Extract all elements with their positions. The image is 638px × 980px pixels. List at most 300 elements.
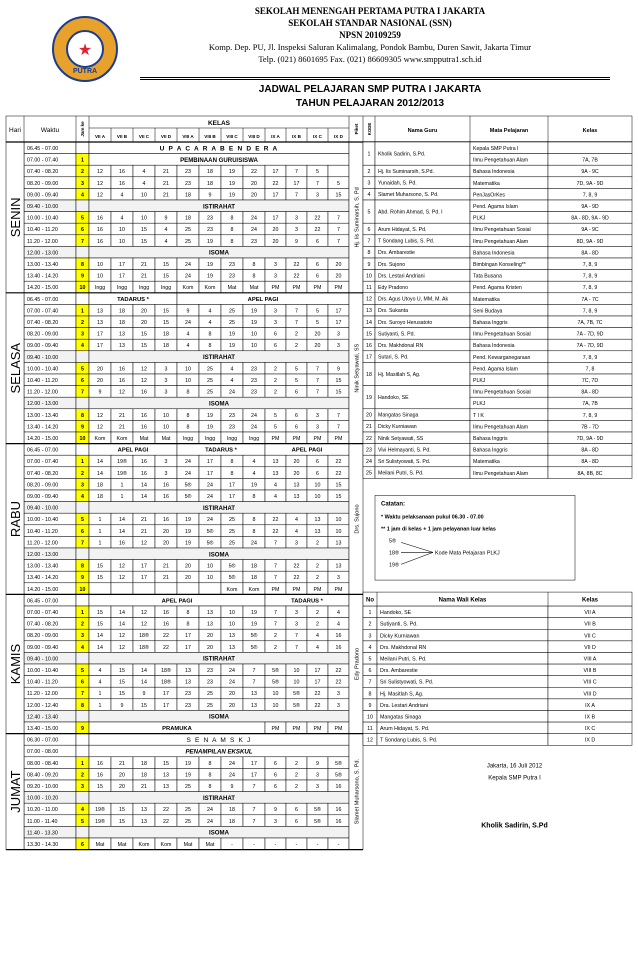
span-isoma: ISOMA	[209, 829, 229, 837]
school-npsn: NPSN 20109259	[339, 30, 401, 40]
class-value: 15	[141, 331, 147, 338]
class-value: 10	[229, 610, 235, 616]
class-value: PM	[334, 586, 343, 593]
guru-kelas-8: 8A - 8D	[581, 250, 599, 257]
class-value: 16	[97, 772, 103, 779]
class-value: 18	[141, 772, 147, 779]
seg-tadarus-: TADARUS *	[205, 447, 237, 454]
wali-header-no: No	[366, 597, 374, 604]
sign-place-date: Jakarta, 16 Juli 2012	[486, 763, 543, 770]
class-value: 13	[207, 610, 213, 616]
class-value: 5®	[228, 563, 236, 570]
jam-ke: 2	[81, 169, 84, 176]
guru-mapel-25: Ilmu Pengetahuan Alam	[473, 470, 529, 477]
class-value: 19	[229, 343, 235, 350]
class-value: 9	[316, 760, 319, 767]
jam-ke: 1	[81, 157, 84, 164]
class-value: 24	[229, 389, 235, 396]
header-class-0: VII A	[94, 134, 106, 139]
class-value: 17	[272, 192, 279, 199]
guru-kelas-13: 7, 8, 9	[582, 308, 598, 315]
class-value: 3	[337, 691, 340, 698]
class-value: 7	[316, 378, 319, 384]
class-value: Mat	[95, 842, 105, 848]
guru-mapel-19: Ilmu Pengetahuan Sosial	[473, 389, 531, 396]
guru-kelas-7: 8D, 9A - 9D	[576, 238, 604, 245]
class-value: 7	[252, 818, 256, 825]
class-value: 16	[141, 424, 147, 431]
class-value: 5®	[184, 482, 192, 489]
guru-mapel-18: Pend. Agama Islam	[473, 366, 518, 373]
class-cell	[177, 583, 199, 595]
class-value: 7	[274, 575, 277, 582]
class-value: 15	[141, 702, 147, 709]
class-value: 16	[335, 644, 342, 651]
class-value: 23	[229, 412, 235, 419]
guru-kelas-11: 7, 8, 9	[582, 285, 598, 292]
class-value: 10	[335, 528, 342, 535]
class-value: 25	[185, 238, 191, 245]
class-value: 19®	[95, 807, 105, 814]
class-value: 19	[207, 262, 213, 268]
wali-kelas-10: IX B	[584, 714, 596, 721]
class-value: 20	[207, 644, 213, 651]
seg-apel-pagi: APEL PAGI	[247, 296, 279, 303]
class-value: 24	[185, 320, 191, 326]
span-isoma: ISOMA	[209, 400, 229, 408]
class-value: 20	[272, 238, 279, 245]
school-logo: ★ PUTRA	[52, 16, 118, 82]
class-value: 19®	[117, 470, 127, 477]
class-value: 20	[251, 192, 257, 199]
class-value: 3	[337, 331, 340, 338]
class-value: 21	[141, 262, 147, 268]
class-value: 18	[97, 482, 103, 489]
time-kamis-10: 12.40 - 13.40	[27, 714, 59, 721]
class-value: 13	[141, 818, 147, 825]
time-kamis-11: 13.40 - 15.00	[27, 726, 59, 732]
class-value: 23	[207, 679, 213, 686]
class-value: 4	[295, 517, 298, 524]
class-value: 4	[164, 238, 168, 245]
span-istirahat: ISTIRAHAT	[202, 203, 236, 211]
wali-nama-1: Handoko, SE	[380, 610, 412, 617]
span-istirahat: ISTIRAHAT	[202, 655, 236, 663]
class-value: 2	[274, 633, 277, 640]
jam-ke: 7	[81, 691, 84, 698]
seg-tadarus-: TADARUS *	[291, 598, 323, 605]
guru-mapel2-5: PLKJ	[473, 215, 486, 222]
class-value: 3	[274, 308, 277, 315]
class-value: 5	[274, 424, 277, 431]
guru-mapel2-18: PLKJ	[473, 378, 486, 384]
class-value: 6	[295, 818, 298, 825]
class-value: 16	[141, 470, 147, 477]
span-istirahat: ISTIRAHAT	[202, 354, 236, 362]
class-value: 25	[207, 389, 213, 396]
guru-mapel2-19: PLKJ	[473, 401, 486, 408]
class-value: 22	[163, 633, 169, 640]
class-value: 22	[163, 644, 169, 651]
jam-ke: 7	[81, 540, 84, 547]
class-value: PM	[292, 586, 301, 593]
class-value: 19®	[95, 818, 105, 825]
guru-kode-2: 2	[367, 169, 371, 175]
class-value: 10	[141, 215, 147, 222]
time-selasa-11: 13.40 - 14.20	[27, 424, 59, 431]
class-value: 25	[185, 227, 191, 234]
class-value: -	[316, 842, 319, 848]
class-value: 14	[141, 494, 147, 500]
class-value: 18	[119, 320, 125, 326]
class-value: 3	[316, 772, 319, 779]
class-value: PM	[313, 285, 322, 292]
class-value: 17	[141, 563, 147, 570]
guru-nama-6: Arum Hidayat, S. Pd.	[378, 227, 427, 233]
class-value: 10	[141, 192, 147, 199]
class-value: 18	[185, 215, 191, 222]
header-class-2: VII C	[138, 134, 150, 139]
time-rabu-11: 13.40 - 14.20	[27, 575, 59, 582]
class-value: 15	[335, 494, 342, 500]
class-value: 5®	[293, 702, 300, 709]
class-value: 3	[274, 818, 277, 825]
class-value: 13	[251, 702, 257, 709]
class-value: 19	[229, 331, 235, 338]
jam-ke: 2	[81, 621, 84, 628]
class-value: 5®	[250, 633, 258, 640]
class-value: 23	[207, 215, 213, 222]
class-value: 15	[163, 760, 169, 767]
class-value: -	[253, 842, 255, 848]
time-rabu-12: 14.20 - 15.00	[27, 586, 59, 593]
wali-kelas-6: VIII B	[583, 668, 597, 675]
class-value: Kom	[160, 842, 172, 848]
header-class-9: IX B	[292, 134, 301, 139]
class-value: 17	[163, 691, 169, 698]
class-value: 3	[337, 575, 340, 582]
class-value: 22	[163, 807, 169, 814]
wali-kelas-3: VII C	[584, 633, 596, 640]
guru-kelas-25: 8A, 8B, 8C	[577, 470, 603, 477]
class-value: 23	[185, 702, 191, 709]
class-value: 3	[316, 424, 319, 431]
guru-kode-16: 16	[366, 343, 372, 349]
class-value: 10	[163, 412, 169, 419]
class-value: 12	[119, 389, 125, 396]
class-value: 9	[120, 702, 124, 709]
class-value: Ingg	[94, 285, 106, 292]
class-value: 15	[335, 192, 342, 199]
jam-ke: 4	[81, 343, 84, 350]
class-value: 24	[229, 760, 235, 767]
class-value: 10	[163, 424, 169, 431]
guru-mapel-1: Kepala SMP Putra I	[473, 146, 519, 152]
jam-ke: 2	[81, 320, 84, 326]
guru-kelas-5: 9A - 9D	[581, 204, 599, 210]
jam-ke: 9	[81, 424, 84, 431]
time-selasa-4: 09.00 - 09.40	[27, 343, 59, 350]
guru-mapel-10: Tata Busana	[473, 273, 502, 280]
class-value: 4	[208, 320, 212, 326]
jam-ke: 4	[81, 494, 84, 500]
header-kode: KODE	[367, 122, 372, 136]
class-value: 14	[97, 470, 103, 477]
class-value: 24	[207, 807, 213, 814]
seg-apel-pagi: APEL PAGI	[291, 447, 323, 454]
class-value: 24	[251, 215, 257, 222]
class-value: 4	[316, 633, 319, 640]
guru-kelas-12: 7A - 7C	[581, 296, 599, 303]
class-value: 4	[337, 621, 340, 628]
guru-kode-20: 20	[366, 412, 372, 419]
guru-nama-10: Drs. Lestari Andriani	[378, 273, 425, 280]
class-value: 15	[335, 482, 342, 489]
class-value: 5®	[184, 494, 192, 500]
class-value: 5®	[206, 528, 214, 535]
class-value: 24	[251, 227, 257, 234]
class-value: 4	[142, 169, 146, 176]
class-value: 25	[185, 784, 191, 790]
class-value: 3	[274, 273, 277, 280]
class-value: 16	[335, 784, 342, 790]
class-value: -	[274, 842, 277, 848]
class-value: 25	[185, 818, 191, 825]
guru-kelas2-1: 7A, 7B	[582, 157, 598, 164]
time-rabu-5: 09.40 - 10.00	[27, 505, 59, 512]
class-value: 16	[141, 389, 147, 396]
class-value: 16	[163, 610, 169, 616]
class-value: 7	[337, 238, 340, 245]
wali-no: 12	[367, 737, 373, 744]
class-value: 3	[164, 378, 168, 384]
class-value: 24	[185, 459, 191, 466]
class-value: 8	[186, 412, 190, 419]
class-value: 16	[335, 807, 342, 814]
class-value: 13	[119, 331, 125, 338]
guru-mapel-9: Bimbingan Konseling**	[473, 262, 526, 268]
class-value: 6	[295, 389, 298, 396]
class-value: 7	[252, 679, 256, 686]
class-value: Kom	[116, 436, 128, 442]
piket-selasa: Ninik Setyawati, SS	[354, 343, 361, 393]
guru-nama-23: Vivi Helmayanti, S. Pd.	[378, 447, 431, 454]
class-value: 17	[272, 215, 279, 222]
wali-no: 11	[367, 726, 373, 733]
class-value: 8	[208, 784, 212, 790]
jam-cell	[76, 200, 89, 212]
class-value: 2	[295, 784, 298, 790]
class-value: 4	[98, 679, 102, 686]
day-selasa: SELASA	[8, 342, 23, 394]
class-value: 17	[251, 760, 257, 767]
class-value: 20	[251, 180, 257, 187]
class-value: 13	[185, 679, 191, 686]
guru-kode-24: 24	[366, 459, 372, 465]
class-value: 8	[252, 528, 256, 535]
class-value: Mat	[161, 436, 171, 442]
class-value: 3	[274, 320, 277, 326]
time-jumat-5: 10.00 - 10.20	[27, 795, 59, 802]
class-value: 9	[274, 807, 277, 814]
jam-ke: 6	[81, 528, 84, 535]
jam-ke: 3	[81, 482, 84, 489]
class-value: 16	[163, 621, 169, 628]
class-value: 10	[229, 621, 235, 628]
class-value: 17	[229, 494, 235, 500]
time-senin-0: 06.45 - 07.00	[27, 146, 59, 152]
guru-nama-9: Drs. Sujono	[378, 261, 406, 268]
wali-kelas-11: IX C	[584, 726, 596, 733]
class-value: 13	[293, 494, 300, 500]
class-value: 14	[97, 644, 103, 651]
catatan-ex3: 19®	[389, 562, 399, 569]
class-value: 25	[229, 320, 235, 326]
class-value: 22	[272, 517, 279, 524]
class-cell	[89, 583, 111, 595]
catatan-ex1: 5®	[389, 538, 396, 545]
span-s-e-n-a-m-s-k-j: S E N A M S K J	[186, 736, 252, 744]
guru-mapel-13: Seni Budaya	[473, 308, 503, 315]
time-rabu-2: 07.40 - 08.20	[27, 470, 59, 477]
class-value: 7	[337, 227, 340, 234]
class-value: 13	[229, 644, 235, 651]
class-value: 13	[141, 807, 147, 814]
class-value: 4	[186, 343, 190, 350]
class-value: 10	[207, 563, 213, 570]
time-kamis-4: 09.00 - 09.40	[27, 644, 59, 651]
class-value: 2	[316, 610, 319, 616]
class-value: 19	[251, 308, 257, 315]
class-value: 20	[293, 470, 300, 477]
class-value: 5®	[335, 760, 342, 767]
class-value: 7	[295, 308, 298, 315]
guru-nama-18: Hj. Masitlah S, Ag.	[378, 372, 421, 378]
time-rabu-10: 13.00 - 13.40	[27, 563, 59, 570]
class-value: 15	[141, 227, 147, 234]
jam-ke: 4	[81, 192, 84, 199]
guru-kelas-2: 9A - 9C	[581, 169, 599, 176]
jam-ke: 9	[81, 575, 84, 582]
guru-nama-4: Slamet Muharsono, S. Pd.	[378, 192, 439, 199]
class-value: 8	[208, 343, 212, 350]
class-value: 7	[295, 320, 298, 326]
class-value: 10	[251, 343, 257, 350]
class-value: 3	[295, 621, 298, 628]
jam-ke: 2	[81, 772, 84, 779]
time-senin-1: 07.00 - 07.40	[27, 157, 59, 164]
jam-ke: 8	[81, 262, 84, 268]
class-value: 15	[97, 610, 103, 616]
class-value: 22	[272, 528, 279, 535]
guru-nama-11: Edy Pradono	[378, 285, 408, 291]
class-value: 5®	[335, 772, 342, 779]
class-value: 6	[316, 273, 319, 280]
wali-nama-6: Drs. Ambarestie	[380, 668, 418, 675]
time-senin-7: 10.40 - 11.20	[27, 227, 58, 234]
class-value: 22	[272, 180, 279, 187]
class-value: 8	[230, 227, 234, 234]
class-value: 13	[293, 482, 300, 489]
class-value: 23	[207, 227, 213, 234]
guru-mapel-11: Pend. Agama Kristen	[473, 285, 522, 292]
class-value: 12	[97, 192, 103, 199]
header-class-1: VII B	[116, 134, 128, 139]
class-value: 20	[141, 320, 147, 326]
class-value: 16	[335, 818, 342, 825]
guru-kode-13: 13	[366, 308, 372, 315]
class-value: 15	[335, 389, 342, 396]
class-value: 21	[163, 180, 169, 187]
class-value: 25	[207, 378, 213, 384]
time-selasa-9: 12.00 - 13.00	[27, 401, 59, 408]
header-mapel: Mata Pelajaran	[489, 128, 529, 134]
class-value: 23	[185, 169, 191, 176]
school-address: Komp. Dep. PU, Jl. Inspeksi Saluran Kalimalang, Pondok Bambu, Duren Sawit, Jakarta Timur	[208, 42, 532, 52]
time-senin-11: 13.40 - 14.20	[27, 273, 59, 280]
class-value: 2	[295, 343, 298, 350]
school-name: SEKOLAH MENENGAH PERTAMA PUTRA I JAKARTA	[254, 6, 486, 16]
class-value: 20	[229, 702, 235, 709]
class-cell	[328, 165, 349, 177]
guru-mapel-8: Bahasa Indonesia	[473, 250, 515, 257]
span-pembinaan-guru-siswa: PEMBINAAN GURU/SISWA	[180, 156, 258, 164]
time-selasa-2: 07.40 - 08.20	[27, 320, 59, 326]
class-value: 5®	[314, 807, 321, 814]
class-value: 19	[251, 621, 257, 628]
class-value: 16	[119, 540, 125, 547]
class-value: 2	[316, 621, 319, 628]
class-value: Kom	[182, 285, 194, 292]
header-kelas: KELAS	[207, 120, 231, 127]
class-value: 13	[335, 540, 342, 547]
class-value: 5	[274, 412, 277, 419]
class-value: 7	[337, 215, 340, 222]
class-value: 18®	[161, 668, 171, 674]
class-value: 3	[164, 366, 168, 373]
class-value: 9	[186, 308, 190, 315]
piket-kamis: Edy Pradono	[354, 647, 361, 681]
class-value: 13	[163, 784, 169, 790]
class-value: 21	[119, 412, 125, 419]
class-value: 23	[251, 389, 257, 396]
class-value: 2	[316, 540, 319, 547]
guru-kode-25: 25	[366, 470, 372, 477]
class-value: 5	[316, 169, 319, 176]
class-value: 23	[185, 180, 191, 187]
class-value: 17	[97, 331, 103, 338]
time-selasa-0: 06.45 - 07.00	[27, 296, 59, 303]
class-value: 19	[251, 610, 257, 616]
guru-kelas-16: 7A - 7D, 9D	[576, 343, 604, 350]
jam-ke: 10	[79, 436, 86, 442]
guru-kelas2-5: 8A - 8D, 9A - 9D	[571, 215, 609, 222]
time-jumat-6: 10.20 - 11.00	[27, 807, 58, 814]
guru-nama-7: T Sondang Lubis, S. Pd.	[378, 238, 435, 245]
class-value: 8	[252, 273, 256, 280]
seg-apel-pagi: APEL PAGI	[161, 598, 193, 605]
class-value: 4	[164, 227, 168, 234]
time-selasa-1: 07.00 - 07.40	[27, 308, 59, 315]
class-value: 17	[97, 343, 103, 350]
class-value: 13	[97, 320, 103, 326]
class-value: 6	[316, 470, 319, 477]
class-value: 1	[98, 540, 102, 547]
class-value: 9	[142, 691, 146, 698]
wali-nama-2: Sutiyanti, S. Pd.	[380, 621, 418, 628]
jam-ke: 10	[79, 285, 86, 292]
guru-mapel-12: Matematika	[473, 296, 500, 303]
